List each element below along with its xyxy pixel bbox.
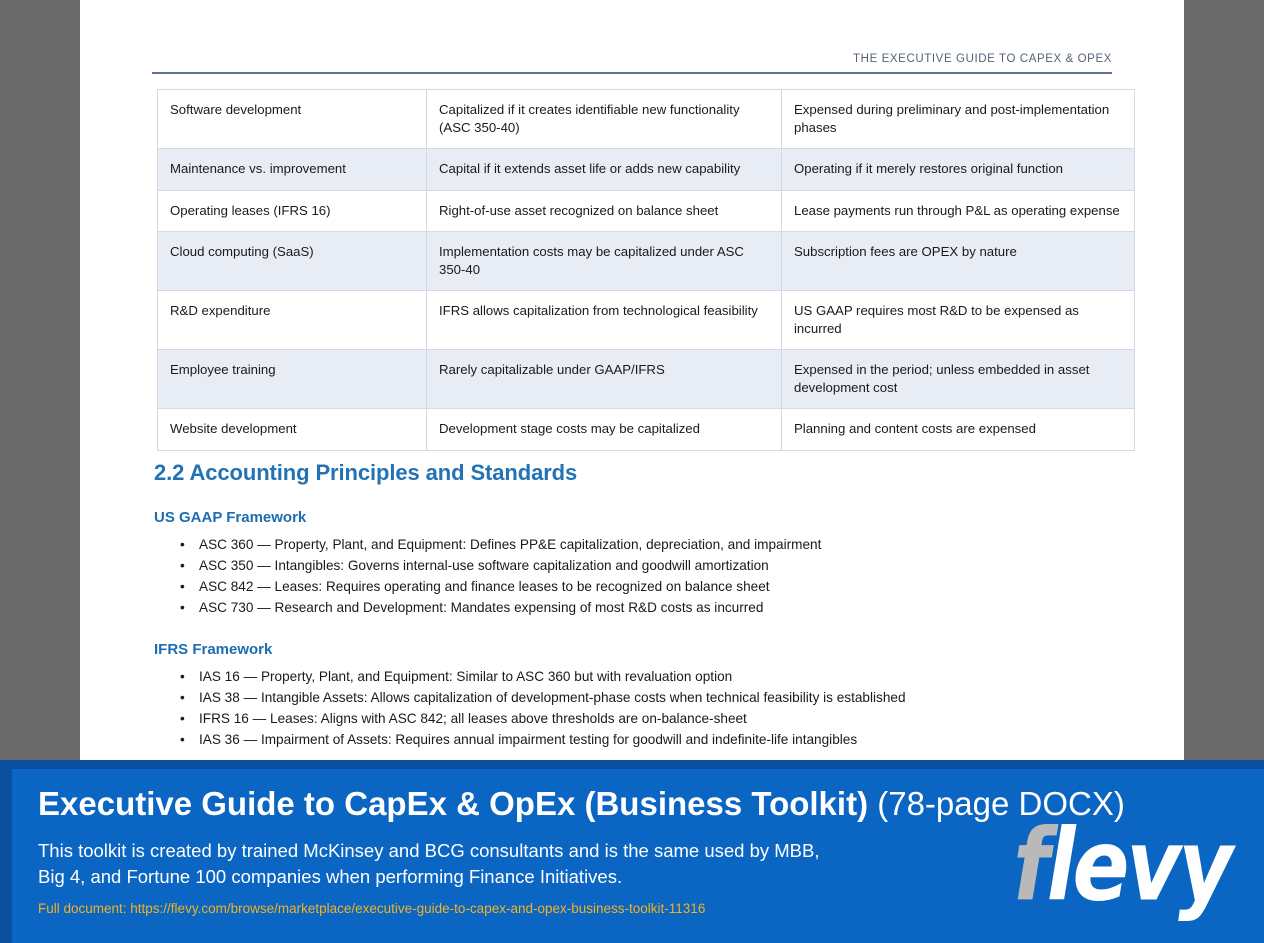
table-row xyxy=(158,90,1135,149)
section-content xyxy=(154,460,1114,751)
list-item xyxy=(154,555,1114,576)
list-item xyxy=(154,666,1114,687)
banner-subtitle-line-2: Big 4, and Fortune 100 companies when performing Finance Initiatives. xyxy=(38,865,623,887)
bullet-dot-icon: • xyxy=(180,558,185,574)
bullet-list-us-gaap xyxy=(154,534,1114,618)
list-item xyxy=(154,576,1114,597)
list-item-text: IAS 36 — Impairment of Assets: Requires annual impairment testing for goodwill and indefinite-life intangibles xyxy=(199,732,858,748)
promo-banner xyxy=(0,760,1264,943)
list-item-text: IAS 16 — Property, Plant, and Equipment: Similar to ASC 360 but with revaluation option xyxy=(199,669,733,685)
table-row xyxy=(158,350,1135,409)
cell-opex: Operating if it merely restores original function xyxy=(782,149,1135,191)
list-item-text: ASC 842 — Leases: Requires operating and finance leases to be recognized on balance sheet xyxy=(199,579,770,595)
cell-topic: Maintenance vs. improvement xyxy=(158,149,427,191)
banner-title-main: Executive Guide to CapEx & OpEx (Business Toolkit) xyxy=(38,785,869,822)
cell-topic: Operating leases (IFRS 16) xyxy=(158,190,427,232)
table-row xyxy=(158,232,1135,291)
table-row xyxy=(158,291,1135,350)
bullet-dot-icon: • xyxy=(180,669,185,685)
list-item xyxy=(154,687,1114,708)
banner-document-url[interactable]: Full document: https://flevy.com/browse/marketplace/executive-guide-to-capex-and-opex-business-toolkit-11316 xyxy=(38,901,706,917)
cell-opex: Expensed during preliminary and post-implementation phases xyxy=(782,90,1135,149)
list-item xyxy=(154,534,1114,555)
cell-capex: Rarely capitalizable under GAAP/IFRS xyxy=(427,350,782,409)
list-item-text: ASC 350 — Intangibles: Governs internal-use software capitalization and goodwill amortization xyxy=(199,558,769,574)
document-page xyxy=(80,0,1184,765)
bullet-dot-icon: • xyxy=(180,537,185,552)
bullet-list-ifrs xyxy=(154,666,1114,750)
cell-capex: IFRS allows capitalization from technological feasibility xyxy=(427,291,782,350)
flevy-logo-letter-f: f xyxy=(1013,807,1047,924)
subsection-heading-us-gaap: US GAAP Framework xyxy=(154,509,307,526)
cell-topic: Employee training xyxy=(158,350,427,409)
list-item-text: ASC 730 — Research and Development: Mandates expensing of most R&D costs as incurred xyxy=(199,600,764,616)
list-item-text: ASC 360 — Property, Plant, and Equipment: Defines PP&E capitalization, depreciation, and impairment xyxy=(199,537,822,552)
cell-capex: Capitalized if it creates identifiable new functionality (ASC 350-40) xyxy=(427,90,782,149)
banner-title-suffix: (78-page DOCX) xyxy=(868,785,1125,822)
list-item xyxy=(154,597,1114,618)
capex-opex-table-wrapper xyxy=(157,89,1120,451)
document-header-label: THE EXECUTIVE GUIDE TO CAPEX & OPEX xyxy=(853,53,1112,65)
list-item xyxy=(154,729,1114,750)
section-title: 2.2 Accounting Principles and Standards xyxy=(154,460,578,485)
cell-topic: Software development xyxy=(158,90,427,149)
bullet-dot-icon: • xyxy=(180,690,185,706)
list-item xyxy=(154,708,1114,729)
cell-capex: Capital if it extends asset life or adds new capability xyxy=(427,149,782,191)
bullet-dot-icon: • xyxy=(180,732,185,748)
cell-opex: US GAAP requires most R&D to be expensed as incurred xyxy=(782,291,1135,350)
table-row xyxy=(158,409,1135,451)
bullet-dot-icon: • xyxy=(180,579,185,595)
table-row xyxy=(158,190,1135,232)
cell-opex: Expensed in the period; unless embedded in asset development cost xyxy=(782,350,1135,409)
cell-opex: Subscription fees are OPEX by nature xyxy=(782,232,1135,291)
flevy-logo-letters-levy: levy xyxy=(1046,807,1230,924)
cell-capex: Implementation costs may be capitalized under ASC 350-40 xyxy=(427,232,782,291)
list-item-text: IAS 38 — Intangible Assets: Allows capitalization of development-phase costs when technical feasibility is established xyxy=(199,690,906,706)
table-row xyxy=(158,149,1135,191)
cell-topic: Website development xyxy=(158,409,427,451)
bullet-dot-icon: • xyxy=(180,711,185,727)
cell-opex: Planning and content costs are expensed xyxy=(782,409,1135,451)
capex-opex-table xyxy=(157,89,1135,451)
subsection-heading-ifrs: IFRS Framework xyxy=(154,641,273,659)
cell-opex: Lease payments run through P&L as operating expense xyxy=(782,190,1135,232)
cell-topic: Cloud computing (SaaS) xyxy=(158,232,427,291)
bullet-dot-icon: • xyxy=(180,600,185,616)
banner-top-accent-strip xyxy=(0,760,1264,769)
list-item-text: IFRS 16 — Leases: Aligns with ASC 842; all leases above thresholds are on-balance-sheet xyxy=(199,711,747,727)
header-divider-rule xyxy=(152,72,1112,74)
document-header xyxy=(152,53,1112,74)
cell-capex: Right-of-use asset recognized on balance sheet xyxy=(427,190,782,232)
banner-subtitle-line-1: This toolkit is created by trained McKinsey and BCG consultants and is the same used by MBB, xyxy=(38,839,820,861)
cell-capex: Development stage costs may be capitalized xyxy=(427,409,782,451)
flevy-logo xyxy=(1013,807,1230,924)
cell-topic: R&D expenditure xyxy=(158,291,427,350)
banner-left-accent-strip xyxy=(0,760,12,943)
table-body xyxy=(158,90,1135,451)
